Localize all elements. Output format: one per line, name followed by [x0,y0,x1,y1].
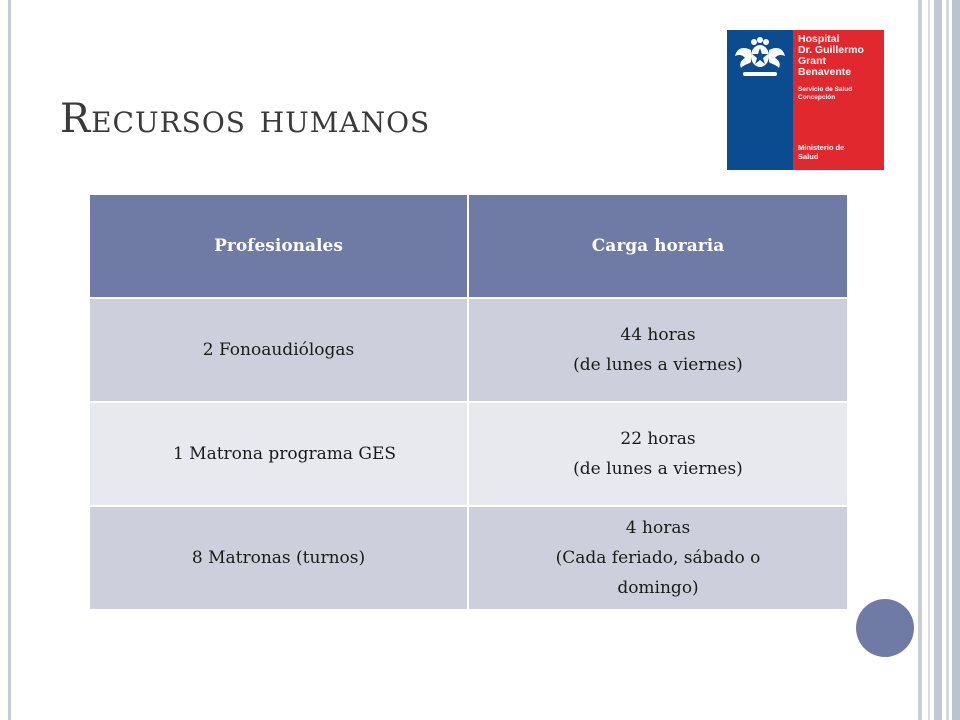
right-stripe [928,0,930,720]
right-stripe [946,0,949,720]
logo-ministry-name: Ministerio de Salud [798,143,845,161]
cell-carga: 22 horas (de lunes a viernes) [468,402,847,506]
left-frame-line [8,0,11,720]
hospital-logo [727,30,884,170]
cell-profesional: 8 Matronas (turnos) [90,506,468,609]
table-row [90,298,847,402]
cell-profesional: 1 Matrona programa GES [90,402,468,506]
header-profesionales: Profesionales [90,195,468,298]
logo-service-name: Servicio de Salud Concepción [798,86,853,101]
table-row [90,402,847,506]
right-stripe [934,0,942,720]
slide-title: Recursos humanos [60,96,431,142]
cell-carga: 4 horas (Cada feriado, sábado o domingo) [468,506,847,609]
table-row [90,506,847,609]
table-header-row [90,195,847,298]
header-carga-horaria: Carga horaria [468,195,847,298]
coat-of-arms-icon [733,36,787,80]
logo-blue-panel [727,30,793,170]
cell-carga: 44 horas (de lunes a viernes) [468,298,847,402]
right-stripe [918,0,922,720]
logo-red-panel [793,30,884,170]
decorative-circle [856,599,914,657]
right-stripe [952,0,960,720]
cell-profesional: 2 Fonoaudiólogas [90,298,468,402]
staff-table [90,195,847,609]
logo-hospital-name: Hospital Dr. Guillermo Grant Benavente [798,33,864,78]
